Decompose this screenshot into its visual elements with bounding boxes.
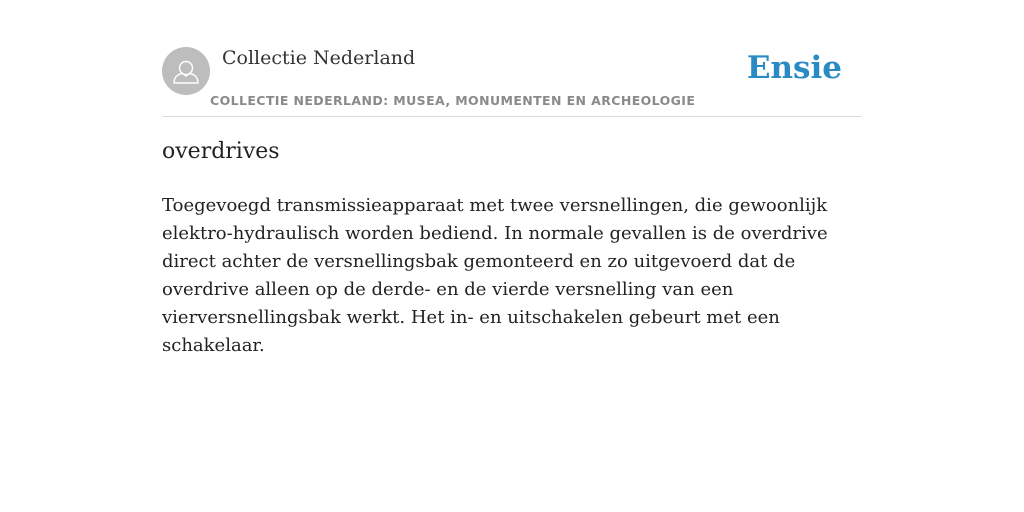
entry-definition: Toegevoegd transmissieapparaat met twee versnellingen, die gewoonlijk elektro-hydraulisch worden bediend. In normale gevallen is de overdrive direct achter de versnellingsbak gemonteerd en zo uitgevoerd dat de overdrive alleen op de derde- en de vierde versnelling van een vierversnellingsbak werkt. Het in- en uitschakelen gebeurt met een schakelaar. [162, 195, 828, 356]
entry-header [162, 42, 862, 117]
author-name[interactable]: Collectie Nederland [222, 47, 416, 69]
ensie-logo[interactable]: Ensie [746, 50, 842, 86]
source-label[interactable]: COLLECTIE NEDERLAND: MUSEA, MONUMENTEN EN ARCHEOLOGIE [210, 93, 696, 108]
user-silhouette-icon [162, 47, 210, 95]
entry-term: overdrives [162, 139, 280, 164]
author-avatar[interactable] [162, 47, 210, 95]
